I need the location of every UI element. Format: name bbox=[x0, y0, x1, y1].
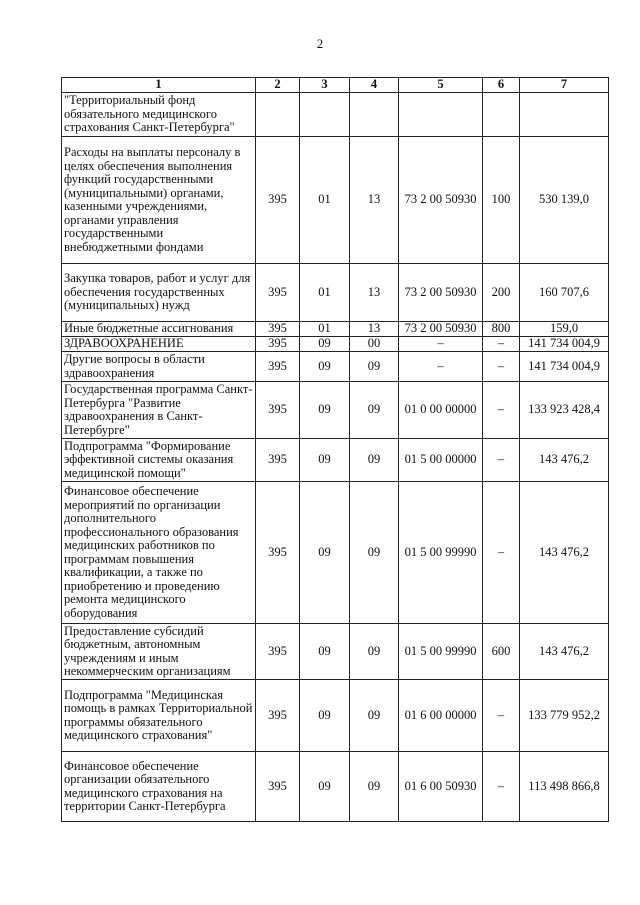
col-header-2: 2 bbox=[256, 78, 300, 93]
cell-type: – bbox=[483, 482, 520, 624]
cell-code: 395 bbox=[256, 382, 300, 439]
col-header-7: 7 bbox=[520, 78, 609, 93]
row-name: Подпрограмма "Медицинская помощь в рамках Территориальной программы обязательного медицинского страхования" bbox=[62, 680, 256, 752]
cell-target bbox=[399, 93, 483, 137]
cell-subsection: 09 bbox=[350, 624, 399, 680]
row-name: Расходы на выплаты персоналу в целях обеспечения выполнения функций государственными (муниципальными) органами, казенными учреждениями, органами управления государственными внебюджетными фондами bbox=[62, 137, 256, 264]
table-row bbox=[62, 752, 609, 822]
page-number: 2 bbox=[316, 36, 324, 51]
row-name: Иные бюджетные ассигнования bbox=[62, 322, 256, 337]
table-row bbox=[62, 482, 609, 624]
table-row bbox=[62, 93, 609, 137]
cell-target: 01 0 00 00000 bbox=[399, 382, 483, 439]
cell-target: 73 2 00 50930 bbox=[399, 322, 483, 337]
cell-target: 01 5 00 99990 bbox=[399, 482, 483, 624]
col-header-3: 3 bbox=[300, 78, 350, 93]
cell-amount: 133 923 428,4 bbox=[520, 382, 609, 439]
table-row bbox=[62, 322, 609, 337]
cell-subsection: 13 bbox=[350, 137, 399, 264]
cell-section: 09 bbox=[300, 752, 350, 822]
cell-amount: 160 707,6 bbox=[520, 264, 609, 322]
cell-amount: 141 734 004,9 bbox=[520, 352, 609, 382]
cell-subsection: 13 bbox=[350, 264, 399, 322]
cell-section: 09 bbox=[300, 680, 350, 752]
cell-amount: 143 476,2 bbox=[520, 482, 609, 624]
cell-subsection: 09 bbox=[350, 382, 399, 439]
cell-type bbox=[483, 93, 520, 137]
cell-section: 09 bbox=[300, 382, 350, 439]
cell-code: 395 bbox=[256, 752, 300, 822]
cell-subsection: 09 bbox=[350, 352, 399, 382]
row-name: "Территориальный фонд обязательного медицинского страхования Санкт-Петербурга" bbox=[62, 93, 256, 137]
col-header-5: 5 bbox=[399, 78, 483, 93]
cell-type: – bbox=[483, 680, 520, 752]
row-name: ЗДРАВООХРАНЕНИЕ bbox=[62, 337, 256, 352]
row-name: Финансовое обеспечение организации обязательного медицинского страхования на территории Санкт-Петербурга bbox=[62, 752, 256, 822]
cell-code: 395 bbox=[256, 337, 300, 352]
cell-subsection: 09 bbox=[350, 752, 399, 822]
table-row bbox=[62, 264, 609, 322]
cell-target: 01 6 00 50930 bbox=[399, 752, 483, 822]
col-header-6: 6 bbox=[483, 78, 520, 93]
cell-section: 01 bbox=[300, 137, 350, 264]
col-header-1: 1 bbox=[62, 78, 256, 93]
cell-section: 09 bbox=[300, 482, 350, 624]
cell-code: 395 bbox=[256, 322, 300, 337]
cell-type: – bbox=[483, 752, 520, 822]
cell-type: – bbox=[483, 352, 520, 382]
cell-code: 395 bbox=[256, 352, 300, 382]
cell-amount: 159,0 bbox=[520, 322, 609, 337]
cell-code: 395 bbox=[256, 680, 300, 752]
row-name: Подпрограмма "Формирование эффективной системы оказания медицинской помощи" bbox=[62, 439, 256, 482]
table-row bbox=[62, 624, 609, 680]
table-row bbox=[62, 439, 609, 482]
cell-section: 01 bbox=[300, 322, 350, 337]
table-row bbox=[62, 352, 609, 382]
cell-target: 73 2 00 50930 bbox=[399, 264, 483, 322]
table-row bbox=[62, 382, 609, 439]
cell-type: 800 bbox=[483, 322, 520, 337]
cell-target: 73 2 00 50930 bbox=[399, 137, 483, 264]
cell-target: – bbox=[399, 352, 483, 382]
row-name: Государственная программа Санкт-Петербурга "Развитие здравоохранения в Санкт-Петербурге" bbox=[62, 382, 256, 439]
cell-amount: 113 498 866,8 bbox=[520, 752, 609, 822]
cell-type: 200 bbox=[483, 264, 520, 322]
cell-code: 395 bbox=[256, 439, 300, 482]
cell-code: 395 bbox=[256, 482, 300, 624]
cell-section: 01 bbox=[300, 264, 350, 322]
table-header bbox=[62, 78, 609, 93]
cell-code: 395 bbox=[256, 264, 300, 322]
cell-code: 395 bbox=[256, 137, 300, 264]
cell-section: 09 bbox=[300, 439, 350, 482]
cell-amount: 143 476,2 bbox=[520, 624, 609, 680]
cell-amount: 141 734 004,9 bbox=[520, 337, 609, 352]
table-row bbox=[62, 337, 609, 352]
col-header-4: 4 bbox=[350, 78, 399, 93]
cell-target: – bbox=[399, 337, 483, 352]
cell-target: 01 6 00 00000 bbox=[399, 680, 483, 752]
cell-subsection: 13 bbox=[350, 322, 399, 337]
cell-subsection: 09 bbox=[350, 680, 399, 752]
cell-section: 09 bbox=[300, 624, 350, 680]
cell-type: 100 bbox=[483, 137, 520, 264]
cell-section bbox=[300, 93, 350, 137]
cell-type: – bbox=[483, 382, 520, 439]
cell-type: – bbox=[483, 439, 520, 482]
cell-amount: 133 779 952,2 bbox=[520, 680, 609, 752]
cell-target: 01 5 00 00000 bbox=[399, 439, 483, 482]
row-name: Закупка товаров, работ и услуг для обеспечения государственных (муниципальных) нужд bbox=[62, 264, 256, 322]
cell-subsection: 09 bbox=[350, 482, 399, 624]
table-row bbox=[62, 137, 609, 264]
cell-type: – bbox=[483, 337, 520, 352]
table-row bbox=[62, 680, 609, 752]
row-name: Другие вопросы в области здравоохранения bbox=[62, 352, 256, 382]
row-name: Финансовое обеспечение мероприятий по организации дополнительного профессионального образования медицинских работников по программам повышения квалификации, а также по приобретению и проведению ремонта медицинского оборудования bbox=[62, 482, 256, 624]
cell-subsection: 00 bbox=[350, 337, 399, 352]
cell-amount: 530 139,0 bbox=[520, 137, 609, 264]
row-name: Предоставление субсидий бюджетным, автономным учреждениям и иным некоммерческим организациям bbox=[62, 624, 256, 680]
cell-subsection: 09 bbox=[350, 439, 399, 482]
cell-section: 09 bbox=[300, 352, 350, 382]
budget-table bbox=[61, 77, 609, 822]
cell-code: 395 bbox=[256, 624, 300, 680]
cell-section: 09 bbox=[300, 337, 350, 352]
cell-amount: 143 476,2 bbox=[520, 439, 609, 482]
cell-type: 600 bbox=[483, 624, 520, 680]
cell-amount bbox=[520, 93, 609, 137]
cell-code bbox=[256, 93, 300, 137]
cell-subsection bbox=[350, 93, 399, 137]
cell-target: 01 5 00 99990 bbox=[399, 624, 483, 680]
